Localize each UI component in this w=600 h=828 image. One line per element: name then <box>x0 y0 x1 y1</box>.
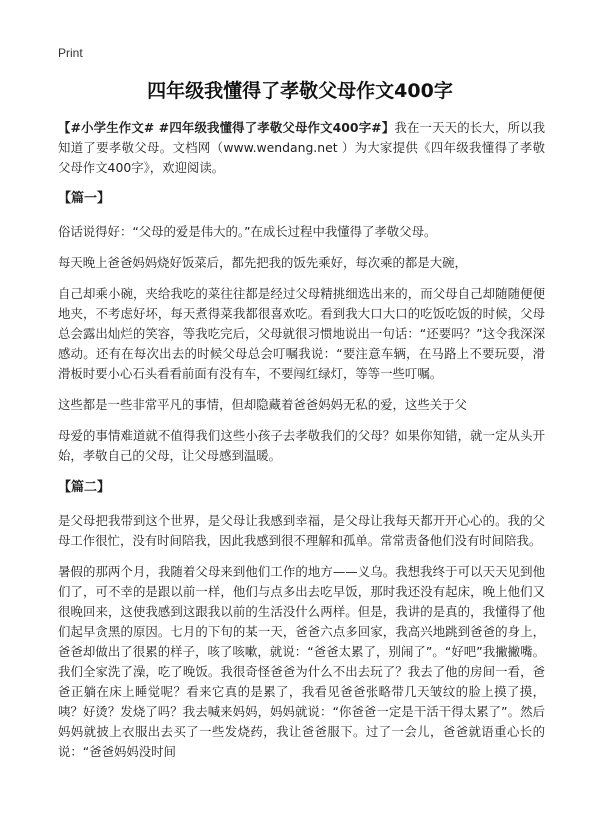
paragraph: 自己却乘小碗，夹给我吃的菜往往都是经过父母精挑细选出来的，而父母自己却随随便便地夹，不考虑好坏，每天煮得菜我都很喜欢吃。看到我大口大口的吃饭吃饭的时候，父母总会露出灿烂的笑容，等我吃完后，父母就很习惯地说出一句话：“还要吗？”这令我深深感动。还有在每次出去的时候父母总会叮嘱我说：“要注意车辆，在马路上不要玩耍，滑滑板时要小心石头看看前面有没有车，不要闯红绿灯，等等一些叮嘱。 <box>58 286 545 381</box>
paragraph: 俗话说得好：“父母的爱是伟大的。”在成长过程中我懂得了孝敬父母。 <box>58 224 437 239</box>
intro-text: 我在一天天的长大，所以我知道了要孝敬父母。文档网（www.wendang.net ）为大家提供《四年级我懂得了孝敬父母作文400字》，欢迎阅读。 <box>58 120 545 175</box>
document-title: 四年级我懂得了孝敬父母作文400字 <box>147 80 453 102</box>
paragraph: 暑假的那两个月，我随着父母来到他们工作的地方——义乌。我想我终于可以天天见到他们了，可不幸的是跟以前一样，他们与点多出去吃早饭，那时我还没有起床，晚上他们又很晚回来，这使我感到这跟我以前的生活没什么两样。但是，我讲的是真的，我懂得了他们起早贪黑的原因。七月的下旬的某一天，爸爸六点多回家，我高兴地跳到爸爸的身上，爸爸却做出了很累的样子，咳了咳嗽，就说：“爸爸太累了，别闹了”。“好吧”我撇撇嘴。我们全家洗了澡，吃了晚饭。我很奇怪爸爸为什么不出去玩了？我去了他的房间一看，爸爸正躺在床上睡觉呢？看来它真的是累了，我看见爸爸张略带几天皱纹的脸上摸了摸，咦？好烫？发烧了吗？我去喊来妈妈，妈妈就说：“你爸爸一定是干活干得太累了”。然后妈妈就披上衣服出去买了一些发烧药，我让爸爸服下。过了一会儿，爸爸就语重心长的说：“爸爸妈妈没时间 <box>58 564 545 759</box>
print-label: Print <box>58 46 83 60</box>
document-body <box>58 118 545 773</box>
intro-paragraph <box>58 118 545 178</box>
paragraph: 每天晚上爸爸妈妈烧好饭菜后，都先把我的饭先乘好，每次乘的都是大碗， <box>58 255 467 270</box>
section-heading-2: 【篇二】 <box>58 480 111 495</box>
paragraph: 是父母把我带到这个世界，是父母让我感到幸福，是父母让我每天都开开心心的。我的父母工作很忙，没有时间陪我，因此我感到很不理解和孤单。常常责备他们没有时间陪我。 <box>58 513 545 548</box>
intro-tags: 【#小学生作文# #四年级我懂得了孝敬父母作文400字#】 <box>58 120 395 135</box>
paragraph: 母爱的事情难道就不值得我们这些小孩子去孝敬我们的父母？如果你知错，就一定从头开始，孝敬自己的父母，让父母感到温暖。 <box>58 428 545 463</box>
section-heading-1: 【篇一】 <box>58 191 111 206</box>
paragraph: 这些都是一些非常平凡的事情，但却隐藏着爸爸妈妈无私的爱，这些关于父 <box>58 397 467 412</box>
